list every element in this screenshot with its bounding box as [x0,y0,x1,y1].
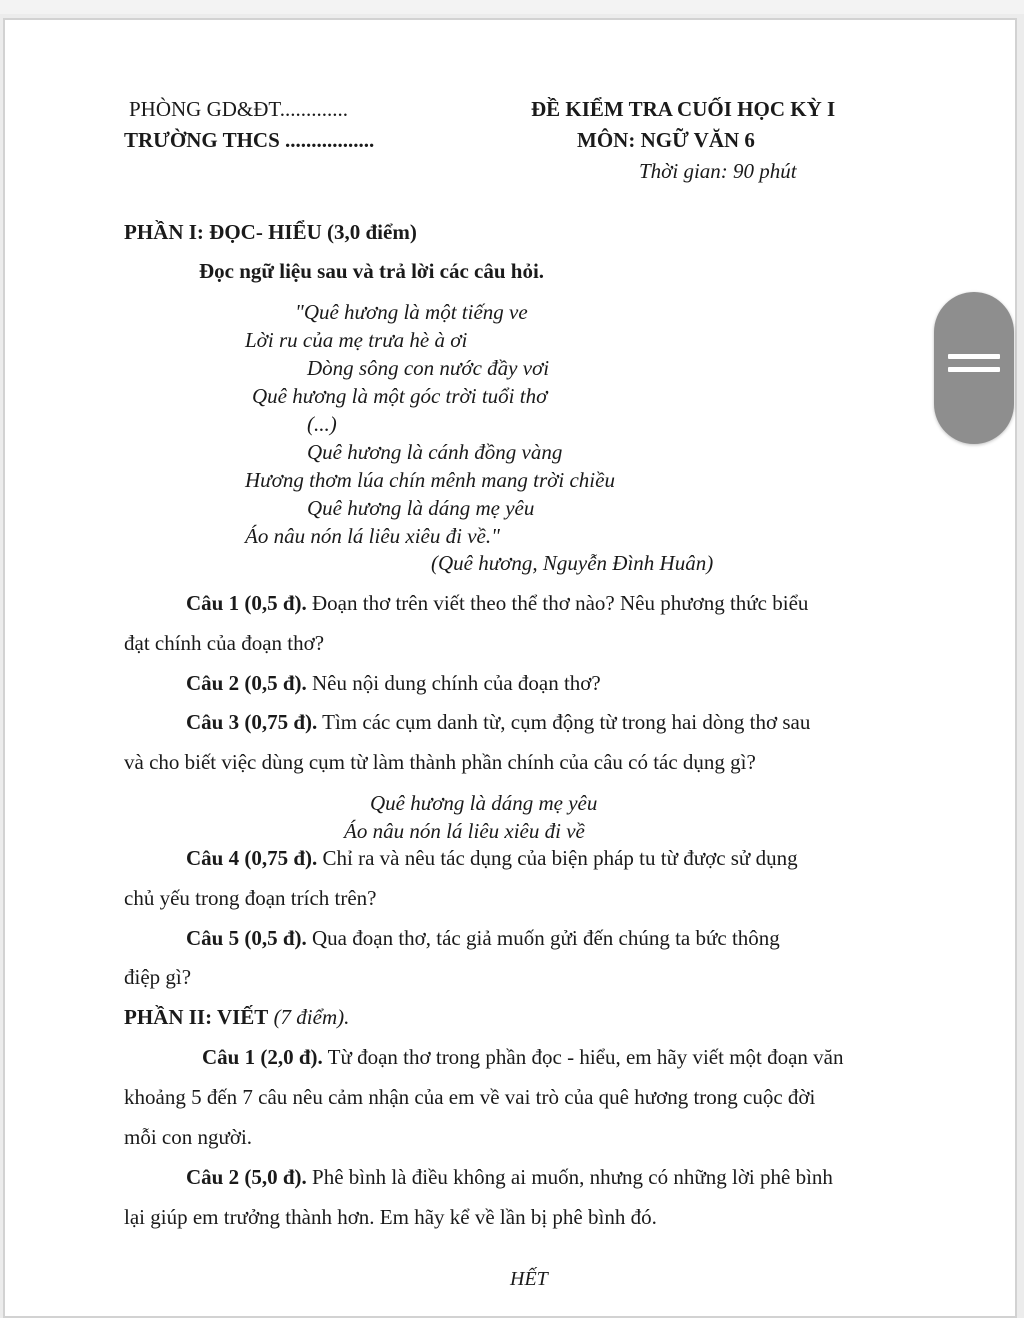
writing-question-1-cont: mỗi con người. [124,1125,253,1149]
poem-line: Áo nâu nón lá liêu xiêu đi về." [245,524,500,548]
question-text: Phê bình là điều không ai muốn, nhưng có những lời phê bình [306,1165,833,1189]
part2-points: (7 điểm). [268,1005,350,1029]
quoted-verse: Áo nâu nón lá liêu xiêu đi về [344,819,585,843]
poem-line: Quê hương là một góc trời tuổi thơ [252,384,548,408]
poem-line: Quê hương là dáng mẹ yêu [307,496,535,520]
question-4-cont: chủ yếu trong đoạn trích trên? [124,886,377,910]
question-text: Nêu nội dung chính của đoạn thơ? [306,671,601,695]
grip-line-icon [948,354,1000,359]
viewer-top-bar [0,0,1024,14]
part2-heading: PHẦN II: VIẾT [124,1005,269,1029]
question-label: Câu 4 (0,75 đ). [186,846,318,870]
question-text: Qua đoạn thơ, tác giả muốn gửi đến chúng ta bức thông [306,926,780,950]
poem-line: "Quê hương là một tiếng ve [295,300,528,324]
grip-line-icon [948,367,1000,372]
end-marker: HẾT [510,1268,548,1290]
writing-question-1 [202,1044,844,1070]
question-label: Câu 1 (0,5 đ). [186,591,307,615]
question-label: Câu 1 (2,0 đ). [202,1045,323,1069]
question-5-cont: điệp gì? [124,965,192,989]
school-line: TRƯỜNG THCS ................. [124,128,375,152]
poem-line: (...) [307,412,337,436]
question-text: Đoạn thơ trên viết theo thể thơ nào? Nêu phương thức biểu [306,591,809,615]
question-text: Tìm các cụm danh từ, cụm động từ trong hai dòng thơ sau [317,710,811,734]
question-label: Câu 2 (0,5 đ). [186,671,307,695]
time-line: Thời gian: 90 phút [639,159,797,183]
reading-instruction: Đọc ngữ liệu sau và trả lời các câu hỏi. [199,259,545,283]
question-5 [186,925,780,951]
poem-source: (Quê hương, Nguyễn Đình Huân) [431,551,714,575]
poem-line: Lời ru của mẹ trưa hè à ơi [245,328,468,352]
question-text: Chỉ ra và nêu tác dụng của biện pháp tu từ được sử dụng [317,846,798,870]
question-label: Câu 3 (0,75 đ). [186,710,318,734]
writing-question-2-cont: lại giúp em trưởng thành hơn. Em hãy kể về lần bị phê bình đó. [124,1205,657,1229]
question-4 [186,845,798,871]
question-3 [186,709,810,735]
question-3-cont: và cho biết việc dùng cụm từ làm thành phần chính của câu có tác dụng gì? [124,750,756,774]
part2-title [124,1004,349,1030]
question-label: Câu 2 (5,0 đ). [186,1165,307,1189]
scroll-handle[interactable] [934,292,1014,444]
writing-question-2 [186,1164,833,1190]
question-label: Câu 5 (0,5 đ). [186,926,307,950]
question-1-cont: đạt chính của đoạn thơ? [124,631,325,655]
exam-title: ĐỀ KIỂM TRA CUỐI HỌC KỲ I [531,97,836,121]
writing-question-1-cont: khoảng 5 đến 7 câu nêu cảm nhận của em về vai trò của quê hương trong cuộc đời [124,1085,816,1109]
document-page [3,18,1017,1318]
question-2 [186,670,601,696]
quoted-verse: Quê hương là dáng mẹ yêu [370,791,598,815]
poem-line: Hương thơm lúa chín mênh mang trời chiều [245,468,615,492]
part1-title: PHẦN I: ĐỌC- HIỂU (3,0 điểm) [124,220,417,244]
department-line: PHÒNG GD&ĐT............. [129,97,348,121]
poem-line: Dòng sông con nước đầy vơi [307,356,550,380]
poem-line: Quê hương là cánh đồng vàng [307,440,563,464]
question-1 [186,590,808,616]
question-text: Từ đoạn thơ trong phần đọc - hiểu, em hãy viết một đoạn văn [322,1045,844,1069]
subject-line: MÔN: NGỮ VĂN 6 [577,128,755,152]
